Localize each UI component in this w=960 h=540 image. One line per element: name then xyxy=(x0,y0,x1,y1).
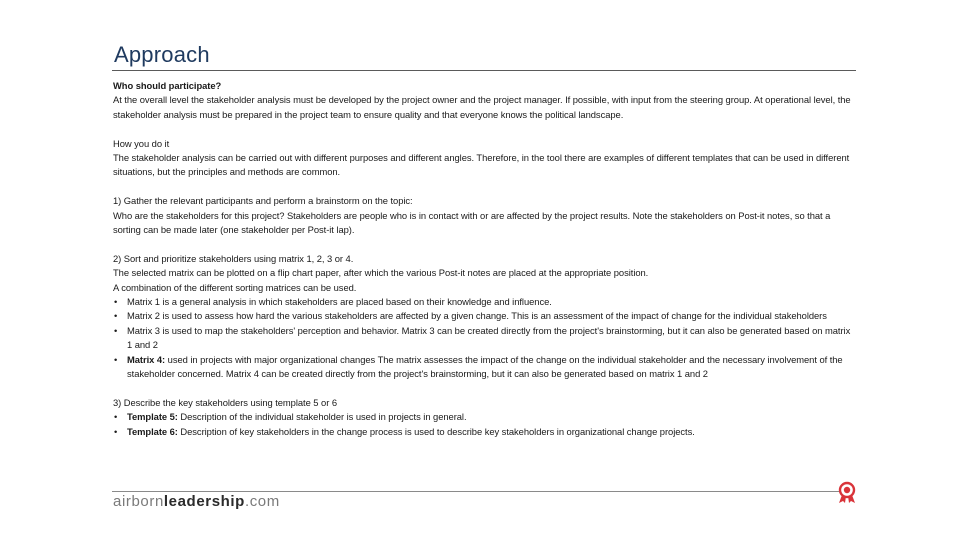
matrix-text: is a general analysis in which stakeholders are placed based on their knowledge and influence. xyxy=(159,296,552,308)
step2-line1: The selected matrix can be plotted on a flip chart paper, after which the various Post-it notes are placed at the appropriate position. xyxy=(113,267,649,279)
step1-heading: 1) Gather the relevant participants and perform a brainstorm on the topic: xyxy=(113,195,413,207)
red-ribbon-emblem-icon xyxy=(834,480,860,504)
brand-logo xyxy=(113,493,280,510)
who-text: At the overall level the stakeholder analysis must be developed by the project owner and the project manager. If possible, with input from the steering group. At operational level, the stakeholder analysis must be prepared in the project team to ensure quality and that everyone knows the political landscape. xyxy=(113,94,851,120)
template-text: Description of the individual stakeholder is used in projects in general. xyxy=(177,411,467,423)
step3-heading: 3) Describe the key stakeholders using template 5 or 6 xyxy=(113,396,337,408)
list-item xyxy=(113,295,853,309)
logo-part-1: airborn xyxy=(113,493,164,510)
bullet-icon: • xyxy=(114,310,118,322)
list-item xyxy=(113,324,853,353)
template-text: Description of key stakeholders in the change process is used to describe key stakeholders in organizational change projects. xyxy=(177,425,695,437)
how-text: The stakeholder analysis can be carried out with different purposes and different angles. Therefore, in the tool there are examples of different templates that can be used in different situations, but the principles and methods are common. xyxy=(113,152,850,178)
bullet-icon: • xyxy=(114,353,118,365)
list-item xyxy=(113,410,853,424)
title-divider xyxy=(112,70,856,71)
matrix-lead: Matrix 4: xyxy=(127,353,166,365)
bullet-icon: • xyxy=(114,296,118,308)
template-lead: Template 5: xyxy=(127,411,178,423)
who-heading: Who should participate? xyxy=(113,80,222,91)
template-list xyxy=(113,410,853,439)
list-item xyxy=(113,353,853,382)
bullet-icon: • xyxy=(114,324,118,336)
logo-part-3: .com xyxy=(244,493,280,510)
matrix-text: is used to map the stakeholders' perception and behavior. Matrix 3 can be created directly from the project's brainstorming, but it can also be generated based on matrix 1 and 2 xyxy=(127,324,851,351)
logo-part-2: leadership xyxy=(163,493,245,510)
matrix-lead: Matrix 1 xyxy=(127,296,160,308)
matrix-lead: Matrix 3 xyxy=(127,324,160,336)
step2-line2: A combination of the different sorting matrices can be used. xyxy=(113,281,357,293)
matrix-list xyxy=(113,295,853,381)
bullet-icon: • xyxy=(114,411,118,423)
slide-body xyxy=(113,79,853,439)
list-item xyxy=(113,309,853,323)
step2-heading: 2) Sort and prioritize stakeholders using matrix 1, 2, 3 or 4. xyxy=(113,252,354,264)
matrix-text: is used to assess how hard the various stakeholders are affected by a given change. This is an assessment of the impact of change for the individual stakeholders xyxy=(159,310,827,322)
matrix-text: used in projects with major organizational changes The matrix assesses the impact of the change on the individual stakeholder and the necessary involvement of the stakeholder concerned. Matrix 4 can be created directly from the project's brainstorming, but it can also be generated based on matrix 1 and 2 xyxy=(127,353,843,380)
list-item xyxy=(113,425,853,439)
template-lead: Template 6: xyxy=(127,425,178,437)
bullet-icon: • xyxy=(114,425,118,437)
step1-text: Who are the stakeholders for this project? Stakeholders are people who is in contact with or are affected by the project results. Note the stakeholders on Post-it notes, so that a sorting can be made later (one stakeholder per Post-it lap). xyxy=(113,209,831,236)
matrix-lead: Matrix 2 xyxy=(127,310,160,322)
how-heading: How you do it xyxy=(113,137,170,149)
page-title: Approach xyxy=(114,42,210,67)
footer-divider xyxy=(112,491,840,492)
